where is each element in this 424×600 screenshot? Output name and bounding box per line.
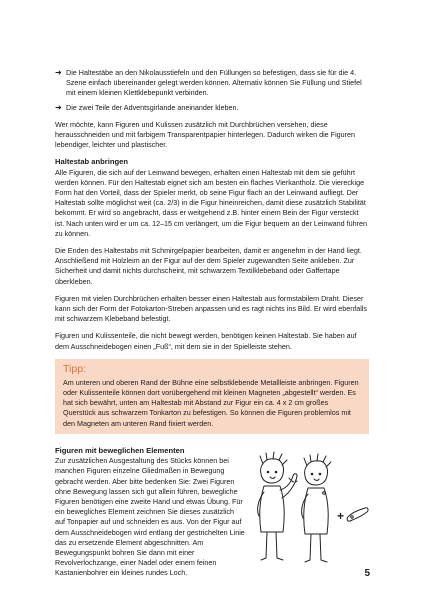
moving-elements-text-column [55,446,245,586]
intro-paragraph: Wer möchte, kann Figuren und Kulissen zusätzlich mit Durchbrüchen versehen, diese herausschneiden und mit farbigem Transparentpapier hinterlegen. Dadurch wirken die Figuren lebendiger, leichter und plastischer. [55,119,356,150]
paragraph: Die Enden des Haltestabs mit Schmirgelpapier bearbeiten, damit er angenehm in der Hand liegt. Anschließend mit Holzleim an der Figur auf der dem Spieler zugewandten Seite ankleben. Zur Sicherheit und damit nichts durchscheint, mit schwarzem Textilklebeband oder Gaffertape überkleben. [55,246,362,286]
page-content [55,68,369,586]
figure-drawing [249,446,369,586]
arrow-right-icon: ➜ [55,102,62,112]
movable-figure-illustration [249,446,369,586]
paragraph: Alle Figuren, die sich auf der Leinwand bewegen, erhalten einen Haltestab mit dem sie geführt werden können. Für den Haltestab eignet sich am besten ein flaches Vierkantholz. Die viereckige Form hat den Vorteil, dass der Spieler merkt, ob seine Figur flach an der Leinwand aufliegt. Der Haltestab sollte möglichst weit (ca. 2/3) in die Figur hineinreichen, damit diese zusätzlich Stabilität bekommt. Er wird so angebracht, dass er weitgehend z.B. hinter einem Bein der Figur versteckt ist. Nach unten wird er um ca. 12–15 cm verlängert, um die Figur bequem an der Leinwand führen zu können. [55,167,368,238]
plus-sign: + [337,508,345,523]
figure-left-icon [258,452,297,560]
page-number: 5 [364,568,370,579]
arrow-right-icon: ➜ [55,68,62,77]
paragraph: Zur zusätzlichen Ausgestaltung des Stücks können bei manchen Figuren einzelne Gliedmaßen in Bewegung gebracht werden. Aber bitte bedenken Sie: Zwei Figuren ohne Bewegung lassen sich gut allein führen, bewegliche Figuren benötigen eine zweite Hand und etwas Übung. Für ein bewegliches Element zeichnen Sie dieses zusätzlich auf Tonpapier auf und schneiden es aus. Von der Figur auf dem Ausschneidebogen wird entlang der gestrichelten Linie das zu ersetzende Element abgeschnitten. Am Bewegungspunkt bohren Sie dann mit einer Revolverlochzange, einer Nadel oder einem feinen Kastanienbohrer ein kleines rundes Loch. [55,456,245,578]
figure-right-icon [302,454,331,562]
section-heading-bewegliche-elemente: Figuren mit beweglichen Elementen [55,445,185,455]
tip-title: Tipp: [63,362,86,375]
tip-box [55,359,369,434]
bullet-text: Die zwei Teile der Adventsgirlande aneinander kleben. [66,102,239,112]
bullet-text: Die Haltestäbe an den Nikolausstiefeln und den Füllungen so befestigen, dass sie für die 4. Szene einfach übereinander gelegt werden können. Alternativ können Sie Füllung und Stiefel mit einem kleinen Klettklebepunkt verbinden. [66,68,362,98]
paragraph: Figuren und Kulissenteile, die nicht bewegt werden, benötigen keinen Haltestab. Sie haben auf dem Ausschneidebogen einen „Fuß“, mit dem sie in der Spielleiste stehen. [55,331,357,351]
bullet-item [55,68,369,99]
section-heading-haltestab: Haltestab anbringen [55,157,128,167]
paragraph: Figuren mit vielen Durchbrüchen erhalten besser einen Haltestab aus formstabilem Draht. Dieser kann sich der Form der Fotokarton-Streben anpassen und es ragt nichts ins Bild. Er wird ebenfalls mit schwarzem Klebeband befestigt. [55,293,368,324]
detached-arm-icon [347,508,368,521]
tip-text: Am unteren und oberen Rand der Bühne eine selbstklebende Metallleiste anbringen. Figuren oder Kulissenteile können dort vorübergehend mit kleinen Magneten „abgestellt“ werden. Es hat sich bewährt, unten am Haltestab mit Abstand zur Figur ein ca. 4 x 2 cm großes Querstück aus schwarzem Tonkarton zu befestigen. So können die Figuren problemlos mit den Magneten am unteren Rand fixiert werden. [63,377,359,428]
moving-elements-section [55,446,369,586]
bullet-item [55,103,369,113]
